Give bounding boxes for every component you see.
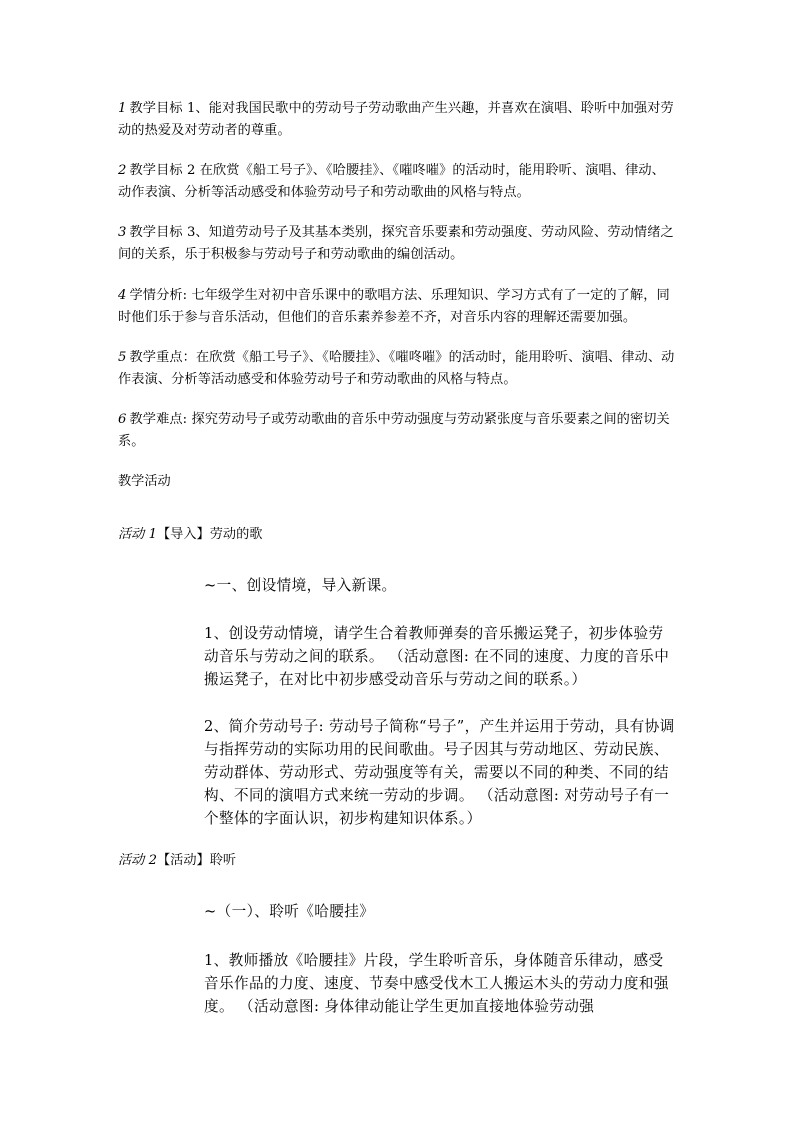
- objective-text: 学情分析: 七年级学生对初中音乐课中的歌唱方法、乐理知识、学习方式有了一定的了解，同时他们乐于参与音乐活动，但他们的音乐素养参差不齐，对音乐内容的理解还需要加强。: [118, 288, 670, 325]
- activity-title: 【导入】劳动的歌: [156, 527, 263, 542]
- activity-2-subheading: ~（一）、聆听《哈腰挂》: [204, 903, 375, 920]
- learner-analysis: [118, 285, 678, 329]
- activity-label: 活动 2: [118, 853, 157, 868]
- activity-1-item-1: 1、创设劳动情境，请学生合着教师弹奏的音乐搬运凳子，初步体验劳动音乐与劳动之间的联系。 （活动意图: 在不同的速度、力度的音乐中搬运凳子，在对比中初步感受动音乐与劳动之间的联系。）: [204, 625, 670, 688]
- objective-text: 教学目标 1、能对我国民歌中的劳动号子劳动歌曲产生兴趣，并喜欢在演唱、聆听中加强对劳动的热爱及对劳动者的尊重。: [118, 101, 674, 138]
- objective-number: 4: [118, 288, 127, 303]
- activity-2-heading: [118, 850, 236, 872]
- objective-number: 2: [118, 163, 127, 178]
- objective-number: 6: [118, 412, 127, 427]
- teaching-difficulties: [118, 409, 678, 453]
- objective-text: 教学难点: 探究劳动号子或劳动歌曲的音乐中劳动强度与劳动紧张度与音乐要素之间的密切关系。: [118, 412, 670, 449]
- activity-1-heading: [118, 524, 262, 546]
- objective-text: 教学目标 3、知道劳动号子及其基本类别，探究音乐要素和劳动强度、劳动风险、劳动情绪之间的关系，乐于积极参与劳动号子和劳动歌曲的编创活动。: [118, 225, 674, 262]
- activity-title: 【活动】聆听: [156, 853, 237, 868]
- teaching-key-points: [118, 347, 678, 391]
- activity-1-item-2: 2、简介劳动号子: 劳动号子简称“号子”，产生并运用于劳动，具有协调与指挥劳动的实际功用的民间歌曲。号子因其与劳动地区、劳动民族、劳动群体、劳动形式、劳动强度等有关，需要以不同的种类、不同的结构、不同的演唱方式来统一劳动的步调。 （活动意图: 对劳动号子有一个整体的字面认识，初步构建知识体系。）: [204, 718, 675, 827]
- activity-1-subheading: ~一、创设情境，导入新课。: [204, 577, 397, 594]
- objective-text: 教学目标 2 在欣赏《船工号子》、《哈腰挂》、《嗺咚嗺》的活动时，能用聆听、演唱、律动、动作表演、分析等活动感受和体验劳动号子和劳动歌曲的风格与特点。: [118, 163, 665, 200]
- objective-3: [118, 222, 678, 266]
- activity-label: 活动 1: [118, 527, 157, 542]
- objective-number: 5: [118, 350, 127, 365]
- objective-number: 1: [118, 101, 127, 116]
- objective-2: [118, 160, 678, 204]
- objective-number: 3: [118, 225, 127, 240]
- activity-2-item-1: 1、教师播放《哈腰挂》片段，学生聆听音乐，身体随音乐律动，感受音乐作品的力度、速度、节奏中感受伐木工人搬运木头的劳动力度和强度。 （活动意图: 身体律动能让学生更加直接地体验劳动强: [204, 952, 669, 1015]
- objective-1: [118, 98, 678, 142]
- objective-text: 教学重点：在欣赏《船工号子》、《哈腰挂》、《嗺咚嗺》的活动时，能用聆听、演唱、律动、动作表演、分析等活动感受和体验劳动号子和劳动歌曲的风格与特点。: [118, 350, 675, 387]
- section-title: 教学活动: [118, 474, 171, 489]
